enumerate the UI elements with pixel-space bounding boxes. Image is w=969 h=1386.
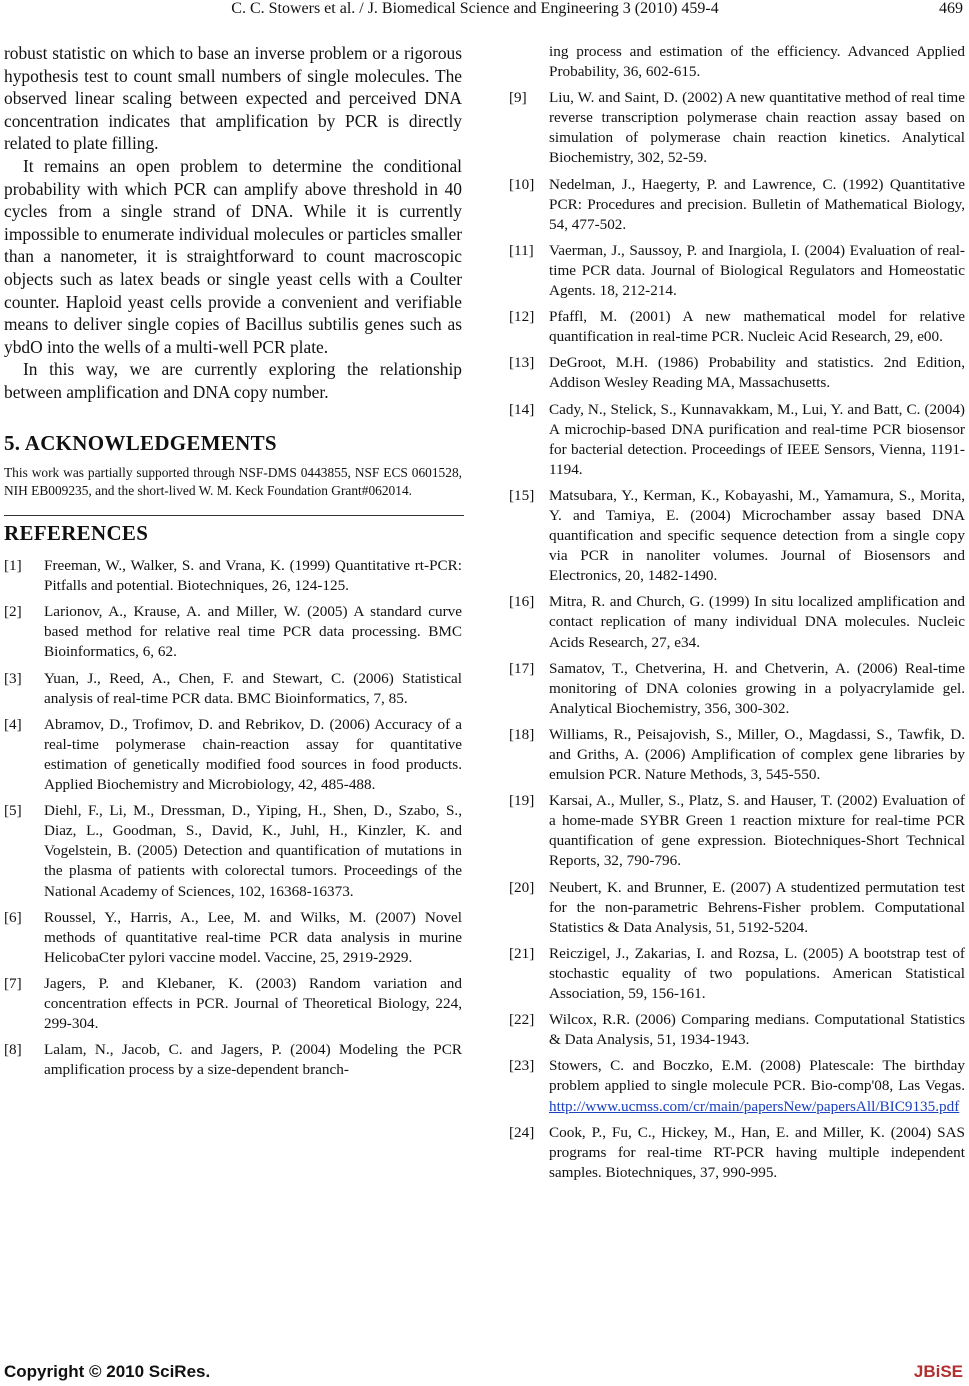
reference-text: Wilcox, R.R. (2006) Comparing medians. Computational Statistics & Data Analysis, 51, 1934-1943.	[549, 1011, 965, 1049]
reference-text: Lalam, N., Jacob, C. and Jagers, P. (2004) Modeling the PCR amplification process by a size-dependent branch-	[44, 1041, 462, 1079]
reference-text: Reiczigel, J., Zakarias, I. and Rozsa, L. (2005) A bootstrap test of stochastic equality of two populations. American Statistical Association, 59, 156-161.	[549, 944, 965, 1003]
reference-item	[4, 602, 462, 662]
reference-text: Freeman, W., Walker, S. and Vrana, K. (1999) Quantitative rt-PCR: Pitfalls and potential. Biotechniques, 26, 124-125.	[44, 557, 462, 595]
reference-item	[4, 715, 462, 795]
reference-number: [5]	[4, 802, 22, 820]
reference-text: Williams, R., Peisajovish, S., Miller, O., Magdassi, S., Tawfik, D. and Griths, A. (2006) Amplification of complex gene libraries by emulsion PCR. Nature Methods, 3, 545-550.	[549, 725, 965, 784]
reference-continuation	[509, 42, 965, 82]
reference-text: Roussel, Y., Harris, A., Lee, M. and Wilks, M. (2007) Novel methods of quantitative real-time PCR data analysis in murine HelicobaCter pylori vaccine model. Vaccine, 25, 2919-2929.	[44, 908, 462, 966]
reference-number: [24]	[509, 1123, 535, 1141]
reference-item	[509, 353, 965, 393]
reference-number: [14]	[509, 400, 535, 418]
reference-list-right	[509, 42, 965, 1183]
reference-item	[509, 725, 965, 785]
reference-text: Nedelman, J., Haegerty, P. and Lawrence, C. (1992) Quantitative PCR: Procedures and precision. Bulletin of Mathematical Biology, 54, 477-502.	[549, 175, 965, 233]
reference-text: Jagers, P. and Klebaner, K. (2003) Random variation and concentration effects in PCR. Journal of Theoretical Biology, 224, 299-304.	[44, 974, 462, 1033]
reference-item	[4, 1040, 462, 1080]
reference-text: DeGroot, M.H. (1986) Probability and statistics. 2nd Edition, Addison Wesley Reading MA, Massachusetts.	[549, 354, 965, 392]
reference-number: [22]	[509, 1011, 535, 1029]
reference-text: Cady, N., Stelick, S., Kunnavakkam, M., Lui, Y. and Batt, C. (2004) A microchip-based DNA purification and real-time PCR biosensor for bacterial detection. Proceedings of IEEE Sensors, Vienna, 1191-1194.	[549, 400, 965, 478]
reference-item	[509, 486, 965, 586]
reference-number: [2]	[4, 603, 22, 621]
reference-number: [6]	[4, 908, 22, 926]
page-number: 469	[939, 0, 963, 17]
reference-text: Pfaffl, M. (2001) A new mathematical model for relative quantification in real-time PCR. Nucleic Acid Research, 29, e00.	[549, 308, 965, 346]
reference-text: Cook, P., Fu, C., Hickey, M., Han, E. and Miller, K. (2004) SAS programs for real-time RT-PCR having multiple independent samples. Biotechniques, 37, 990-995.	[549, 1123, 965, 1181]
reference-item	[509, 1056, 965, 1116]
acknowledgement-text: This work was partially supported through NSF-DMS 0443855, NSF ECS 0601528, NIH EB009235, and the short-lived W. M. Keck Foundation Grant#062014.	[4, 465, 462, 499]
reference-number: [16]	[509, 593, 535, 611]
references-heading: REFERENCES	[4, 520, 149, 545]
reference-number: [18]	[509, 725, 535, 743]
left-column	[4, 42, 462, 1086]
reference-item	[509, 791, 965, 871]
reference-number: [12]	[509, 308, 535, 326]
reference-number: [13]	[509, 354, 535, 372]
reference-number: [11]	[509, 241, 534, 259]
reference-text: Mitra, R. and Church, G. (1999) In situ localized amplification and contact replication of many individual DNA molecules. Nucleic Acids Research, 27, e34.	[549, 593, 965, 651]
reference-item	[509, 659, 965, 719]
body-paragraph: robust statistic on which to base an inverse problem or a rigorous hypothesis test to count small numbers of single molecules. The observed linear scaling between expected and perceived DNA concentration indicates that amplification by PCR is directly related to plate filling.	[4, 43, 462, 154]
reference-number: [3]	[4, 669, 22, 687]
page-footer	[0, 1356, 969, 1386]
reference-item	[509, 592, 965, 652]
reference-item	[509, 400, 965, 480]
reference-item	[509, 1010, 965, 1050]
reference-number: [10]	[509, 175, 535, 193]
reference-text: Diehl, F., Li, M., Dressman, D., Yiping, H., Shen, D., Szabo, S., Diaz, L., Goodman, S., David, K., Juhl, H., Kinzler, K. and Vogelstein, B. (2005) Detection and quantification of mutations in the plasma of patients with colorectal tumors. Proceedings of the National Academy of Sciences, 102, 16368-16373.	[44, 802, 462, 900]
running-title: C. C. Stowers et al. / J. Biomedical Science and Engineering 3 (2010) 459-4	[231, 0, 719, 17]
reference-text: Stowers, C. and Boczko, E.M. (2008) Platescale: The birthday problem applied to single molecule PCR. Bio-comp'08, Las Vegas.	[549, 1057, 965, 1095]
copyright-notice: Copyright © 2010 SciRes.	[4, 1362, 211, 1381]
reference-text: Neubert, K. and Brunner, E. (2007) A studentized permutation test for the non-parametric Behrens-Fisher problem. Computational Statistics & Data Analysis, 51, 5192-5204.	[549, 878, 965, 936]
reference-item	[4, 556, 462, 596]
reference-item	[4, 669, 462, 709]
reference-text: ing process and estimation of the efficiency. Advanced Applied Probability, 36, 602-615.	[549, 43, 965, 81]
reference-number: [19]	[509, 792, 535, 810]
reference-number: [15]	[509, 486, 535, 504]
reference-item	[509, 944, 965, 1004]
running-header	[0, 0, 969, 20]
body-paragraph: In this way, we are currently exploring the relationship between amplification and DNA copy number.	[4, 359, 462, 402]
reference-number: [21]	[509, 944, 535, 962]
reference-item	[4, 801, 462, 901]
reference-item	[509, 175, 965, 235]
section-divider	[4, 515, 464, 516]
right-column	[509, 42, 965, 1189]
reference-number: [23]	[509, 1057, 535, 1075]
reference-item	[509, 307, 965, 347]
reference-text: Vaerman, J., Saussoy, P. and Inargiola, I. (2004) Evaluation of real-time PCR data. Journal of Biological Regulators and Homeostatic Agents. 18, 212-214.	[549, 241, 965, 300]
reference-text: Abramov, D., Trofimov, D. and Rebrikov, D. (2006) Accuracy of a real-time polymerase chain-reaction assay for quantitative estimation of genetically modified food sources in food products. Applied Biochemistry and Microbiology, 42, 485-488.	[44, 715, 462, 794]
reference-item	[509, 878, 965, 938]
reference-item	[509, 88, 965, 168]
reference-text: Larionov, A., Krause, A. and Miller, W. (2005) A standard curve based method for relative real time PCR data processing. BMC Bioinformatics, 6, 62.	[44, 603, 462, 661]
reference-number: [20]	[509, 878, 535, 896]
journal-abbreviation: JBiSE	[913, 1362, 963, 1381]
reference-number: [7]	[4, 974, 22, 992]
section-heading-acknowledgements: 5. ACKNOWLEDGEMENTS	[4, 430, 277, 455]
reference-link[interactable]: http://www.ucmss.com/cr/main/papersNew/papersAll/BIC9135.pdf	[549, 1097, 960, 1115]
reference-number: [17]	[509, 659, 535, 677]
reference-list-left	[4, 556, 462, 1080]
body-paragraph: It remains an open problem to determine the conditional probability with which PCR can amplify above threshold in 40 cycles from a single strand of DNA. While it is currently impossible to enumerate individual molecules or particles smaller than a nanometer, it is straightforward to count macroscopic objects such as latex beads or single yeast cells with a Coulter counter. Haploid yeast cells provide a convenient and verifiable means to deliver single copies of Bacillus subtilis genes such as ybdO into the wells of a multi-well PCR plate.	[4, 155, 462, 357]
reference-item	[4, 974, 462, 1034]
reference-text: Yuan, J., Reed, A., Chen, F. and Stewart, C. (2006) Statistical analysis of real-time PCR data. BMC Bioinformatics, 7, 85.	[44, 669, 462, 707]
reference-number: [1]	[4, 557, 22, 575]
reference-text: Liu, W. and Saint, D. (2002) A new quantitative method of real time reverse transcription polymerase chain reaction assay based on simulation of polymerase chain reaction kinetics. Analytical Biochemistry, 302, 52-59.	[549, 89, 965, 167]
reference-item	[509, 1123, 965, 1183]
reference-text: Karsai, A., Muller, S., Platz, S. and Hauser, T. (2002) Evaluation of a home-made SYBR Green 1 reaction mixture for real-time PCR quantification of gene expression. Biotechniques-Short Technical Reports, 32, 790-796.	[549, 792, 965, 870]
reference-item	[4, 908, 462, 968]
reference-number: [4]	[4, 715, 22, 733]
reference-text: Samatov, T., Chetverina, H. and Chetverin, A. (2006) Real-time monitoring of DNA colonies growing in a polyacrylamide gel. Analytical Biochemistry, 356, 300-302.	[549, 659, 965, 717]
reference-number: [9]	[509, 89, 527, 107]
reference-item	[509, 241, 965, 301]
reference-text: Matsubara, Y., Kerman, K., Kobayashi, M., Yamamura, S., Morita, Y. and Tamiya, E. (2004) Microchamber assay based DNA quantification and specific sequence detection from a single copy via PCR in nanoliter volumes. Journal of Biosensors and Electronics, 20, 1482-1490.	[549, 486, 965, 585]
reference-number: [8]	[4, 1041, 22, 1059]
